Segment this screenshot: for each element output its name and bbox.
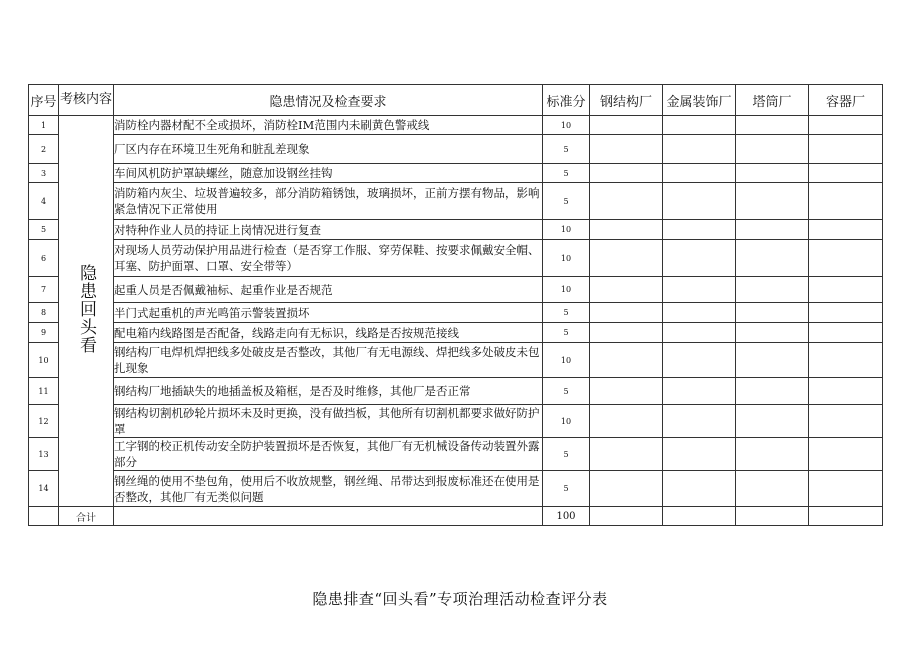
dept-score-cell[interactable] [663, 220, 736, 240]
dept-score-cell[interactable] [590, 378, 663, 405]
dept-score-cell[interactable] [736, 378, 809, 405]
standard-score-cell: 10 [543, 343, 590, 378]
dept-score-cell[interactable] [736, 303, 809, 323]
dept-score-cell[interactable] [809, 240, 883, 277]
requirement-cell: 对现场人员劳动保护用品进行检查（是否穿工作服、穿劳保鞋、按要求佩戴安全帽、耳塞、防护面罩、口罩、安全带等） [114, 240, 543, 277]
row-number: 2 [29, 135, 59, 164]
table-row [29, 135, 883, 164]
table-row [29, 471, 883, 507]
category-label: 隐患回头看 [76, 264, 96, 354]
dept-score-cell[interactable] [736, 183, 809, 220]
table-caption: 隐患排查“回头看”专项治理活动检查评分表 [312, 590, 608, 608]
dept-score-cell[interactable] [809, 438, 883, 471]
header-dept-steel: 钢结构厂 [590, 85, 663, 116]
row-number: 8 [29, 303, 59, 323]
requirement-cell: 消防栓内器材配不全或损坏，消防栓IM范围内未刷黄色警戒线 [114, 116, 543, 135]
requirement-cell: 消防箱内灰尘、垃圾普遍较多，部分消防箱锈蚀，玻璃损坏，正前方摆有物品，影响紧急情况下正常使用 [114, 183, 543, 220]
row-number: 13 [29, 438, 59, 471]
dept-score-cell[interactable] [809, 116, 883, 135]
dept-score-cell[interactable] [736, 135, 809, 164]
standard-score-cell: 10 [543, 405, 590, 438]
dept-score-cell[interactable] [590, 323, 663, 343]
dept-score-cell[interactable] [590, 343, 663, 378]
standard-score-cell: 5 [543, 378, 590, 405]
requirement-cell: 钢结构厂地插缺失的地插盖板及箱框，是否及时维修，其他厂是否正常 [114, 378, 543, 405]
row-number: 1 [29, 116, 59, 135]
total-dept-cell[interactable] [736, 507, 809, 526]
standard-score-cell: 10 [543, 116, 590, 135]
dept-score-cell[interactable] [590, 438, 663, 471]
dept-score-cell[interactable] [809, 378, 883, 405]
header-dept-metal-decoration: 金属装饰厂 [663, 85, 736, 116]
requirement-cell: 钢结构切割机砂轮片损坏未及时更换，没有做挡板，其他所有切割机都要求做好防护罩 [114, 405, 543, 438]
requirement-cell: 钢丝绳的使用不垫包角，使用后不收放规整，钢丝绳、吊带达到报废标准还在使用是否整改，其他厂有无类似问题 [114, 471, 543, 507]
dept-score-cell[interactable] [736, 220, 809, 240]
dept-score-cell[interactable] [663, 343, 736, 378]
row-number: 7 [29, 277, 59, 303]
row-number: 3 [29, 164, 59, 183]
row-number: 11 [29, 378, 59, 405]
row-number: 9 [29, 323, 59, 343]
dept-score-cell[interactable] [736, 405, 809, 438]
table-row [29, 405, 883, 438]
standard-score-cell: 5 [543, 471, 590, 507]
row-number: 4 [29, 183, 59, 220]
dept-score-cell[interactable] [590, 220, 663, 240]
table-row [29, 277, 883, 303]
total-requirement-blank [114, 507, 543, 526]
dept-score-cell[interactable] [663, 277, 736, 303]
dept-score-cell[interactable] [663, 323, 736, 343]
standard-score-cell: 5 [543, 323, 590, 343]
table-row [29, 438, 883, 471]
dept-score-cell[interactable] [809, 303, 883, 323]
total-value: 100 [543, 507, 590, 526]
total-row [29, 507, 883, 526]
header-no: 序号 [29, 85, 59, 116]
total-dept-cell[interactable] [809, 507, 883, 526]
dept-score-cell[interactable] [590, 183, 663, 220]
dept-score-cell[interactable] [590, 116, 663, 135]
row-number: 5 [29, 220, 59, 240]
dept-score-cell[interactable] [736, 240, 809, 277]
dept-score-cell[interactable] [590, 164, 663, 183]
requirement-cell: 厂区内存在环境卫生死角和脏乱差现象 [114, 135, 543, 164]
dept-score-cell[interactable] [736, 116, 809, 135]
dept-score-cell[interactable] [590, 471, 663, 507]
row-number: 6 [29, 240, 59, 277]
total-blank [29, 507, 59, 526]
dept-score-cell[interactable] [809, 164, 883, 183]
table-row [29, 303, 883, 323]
dept-score-cell[interactable] [590, 135, 663, 164]
header-dept-tower: 塔筒厂 [736, 85, 809, 116]
dept-score-cell[interactable] [663, 471, 736, 507]
standard-score-cell: 5 [543, 303, 590, 323]
dept-score-cell[interactable] [809, 405, 883, 438]
dept-score-cell[interactable] [809, 343, 883, 378]
requirement-cell: 起重人员是否佩戴袖标、起重作业是否规范 [114, 277, 543, 303]
table-row [29, 116, 883, 135]
header-dept-container: 容器厂 [809, 85, 883, 116]
dept-score-cell[interactable] [590, 277, 663, 303]
table-row [29, 343, 883, 378]
table-row [29, 323, 883, 343]
dept-score-cell[interactable] [663, 135, 736, 164]
standard-score-cell: 5 [543, 183, 590, 220]
table-row [29, 240, 883, 277]
dept-score-cell[interactable] [809, 323, 883, 343]
standard-score-cell: 5 [543, 135, 590, 164]
dept-score-cell[interactable] [590, 303, 663, 323]
header-row [29, 85, 883, 116]
requirement-cell: 钢结构厂电焊机焊把线多处破皮是否整改，其他厂有无电源线、焊把线多处破皮未包扎现象 [114, 343, 543, 378]
dept-score-cell[interactable] [590, 240, 663, 277]
dept-score-cell[interactable] [736, 471, 809, 507]
dept-score-cell[interactable] [663, 116, 736, 135]
table-row [29, 220, 883, 240]
standard-score-cell: 10 [543, 240, 590, 277]
requirement-cell: 配电箱内线路图是否配备，线路走向有无标识，线路是否按规范接线 [114, 323, 543, 343]
table-row [29, 378, 883, 405]
dept-score-cell[interactable] [809, 471, 883, 507]
dept-score-cell[interactable] [809, 220, 883, 240]
inspection-score-table [28, 84, 883, 526]
total-dept-cell[interactable] [590, 507, 663, 526]
requirement-cell: 对特种作业人员的持证上岗情况进行复查 [114, 220, 543, 240]
dept-score-cell[interactable] [663, 164, 736, 183]
total-dept-cell[interactable] [663, 507, 736, 526]
standard-score-cell: 10 [543, 277, 590, 303]
standard-score-cell: 10 [543, 220, 590, 240]
header-requirement: 隐患情况及检查要求 [114, 85, 543, 116]
dept-score-cell[interactable] [809, 183, 883, 220]
requirement-cell: 车间风机防护罩缺螺丝，随意加设钢丝挂钩 [114, 164, 543, 183]
dept-score-cell[interactable] [736, 323, 809, 343]
dept-score-cell[interactable] [663, 438, 736, 471]
dept-score-cell[interactable] [736, 343, 809, 378]
dept-score-cell[interactable] [663, 183, 736, 220]
row-number: 12 [29, 405, 59, 438]
dept-score-cell[interactable] [663, 405, 736, 438]
dept-score-cell[interactable] [809, 277, 883, 303]
dept-score-cell[interactable] [809, 135, 883, 164]
table-row [29, 183, 883, 220]
row-number: 10 [29, 343, 59, 378]
header-category: 考核内容 [59, 85, 114, 116]
requirement-cell: 工字钢的校正机传动安全防护装置损坏是否恢复，其他厂有无机械设备传动装置外露部分 [114, 438, 543, 471]
dept-score-cell[interactable] [736, 164, 809, 183]
standard-score-cell: 5 [543, 438, 590, 471]
dept-score-cell[interactable] [736, 438, 809, 471]
dept-score-cell[interactable] [663, 240, 736, 277]
category-cell [59, 116, 114, 507]
standard-score-cell: 5 [543, 164, 590, 183]
dept-score-cell[interactable] [590, 405, 663, 438]
dept-score-cell[interactable] [736, 277, 809, 303]
header-standard-score: 标准分 [543, 85, 590, 116]
row-number: 14 [29, 471, 59, 507]
table-row [29, 164, 883, 183]
dept-score-cell[interactable] [663, 378, 736, 405]
dept-score-cell[interactable] [663, 303, 736, 323]
requirement-cell: 半门式起重机的声光鸣笛示警装置损坏 [114, 303, 543, 323]
total-label: 合计 [59, 507, 114, 526]
